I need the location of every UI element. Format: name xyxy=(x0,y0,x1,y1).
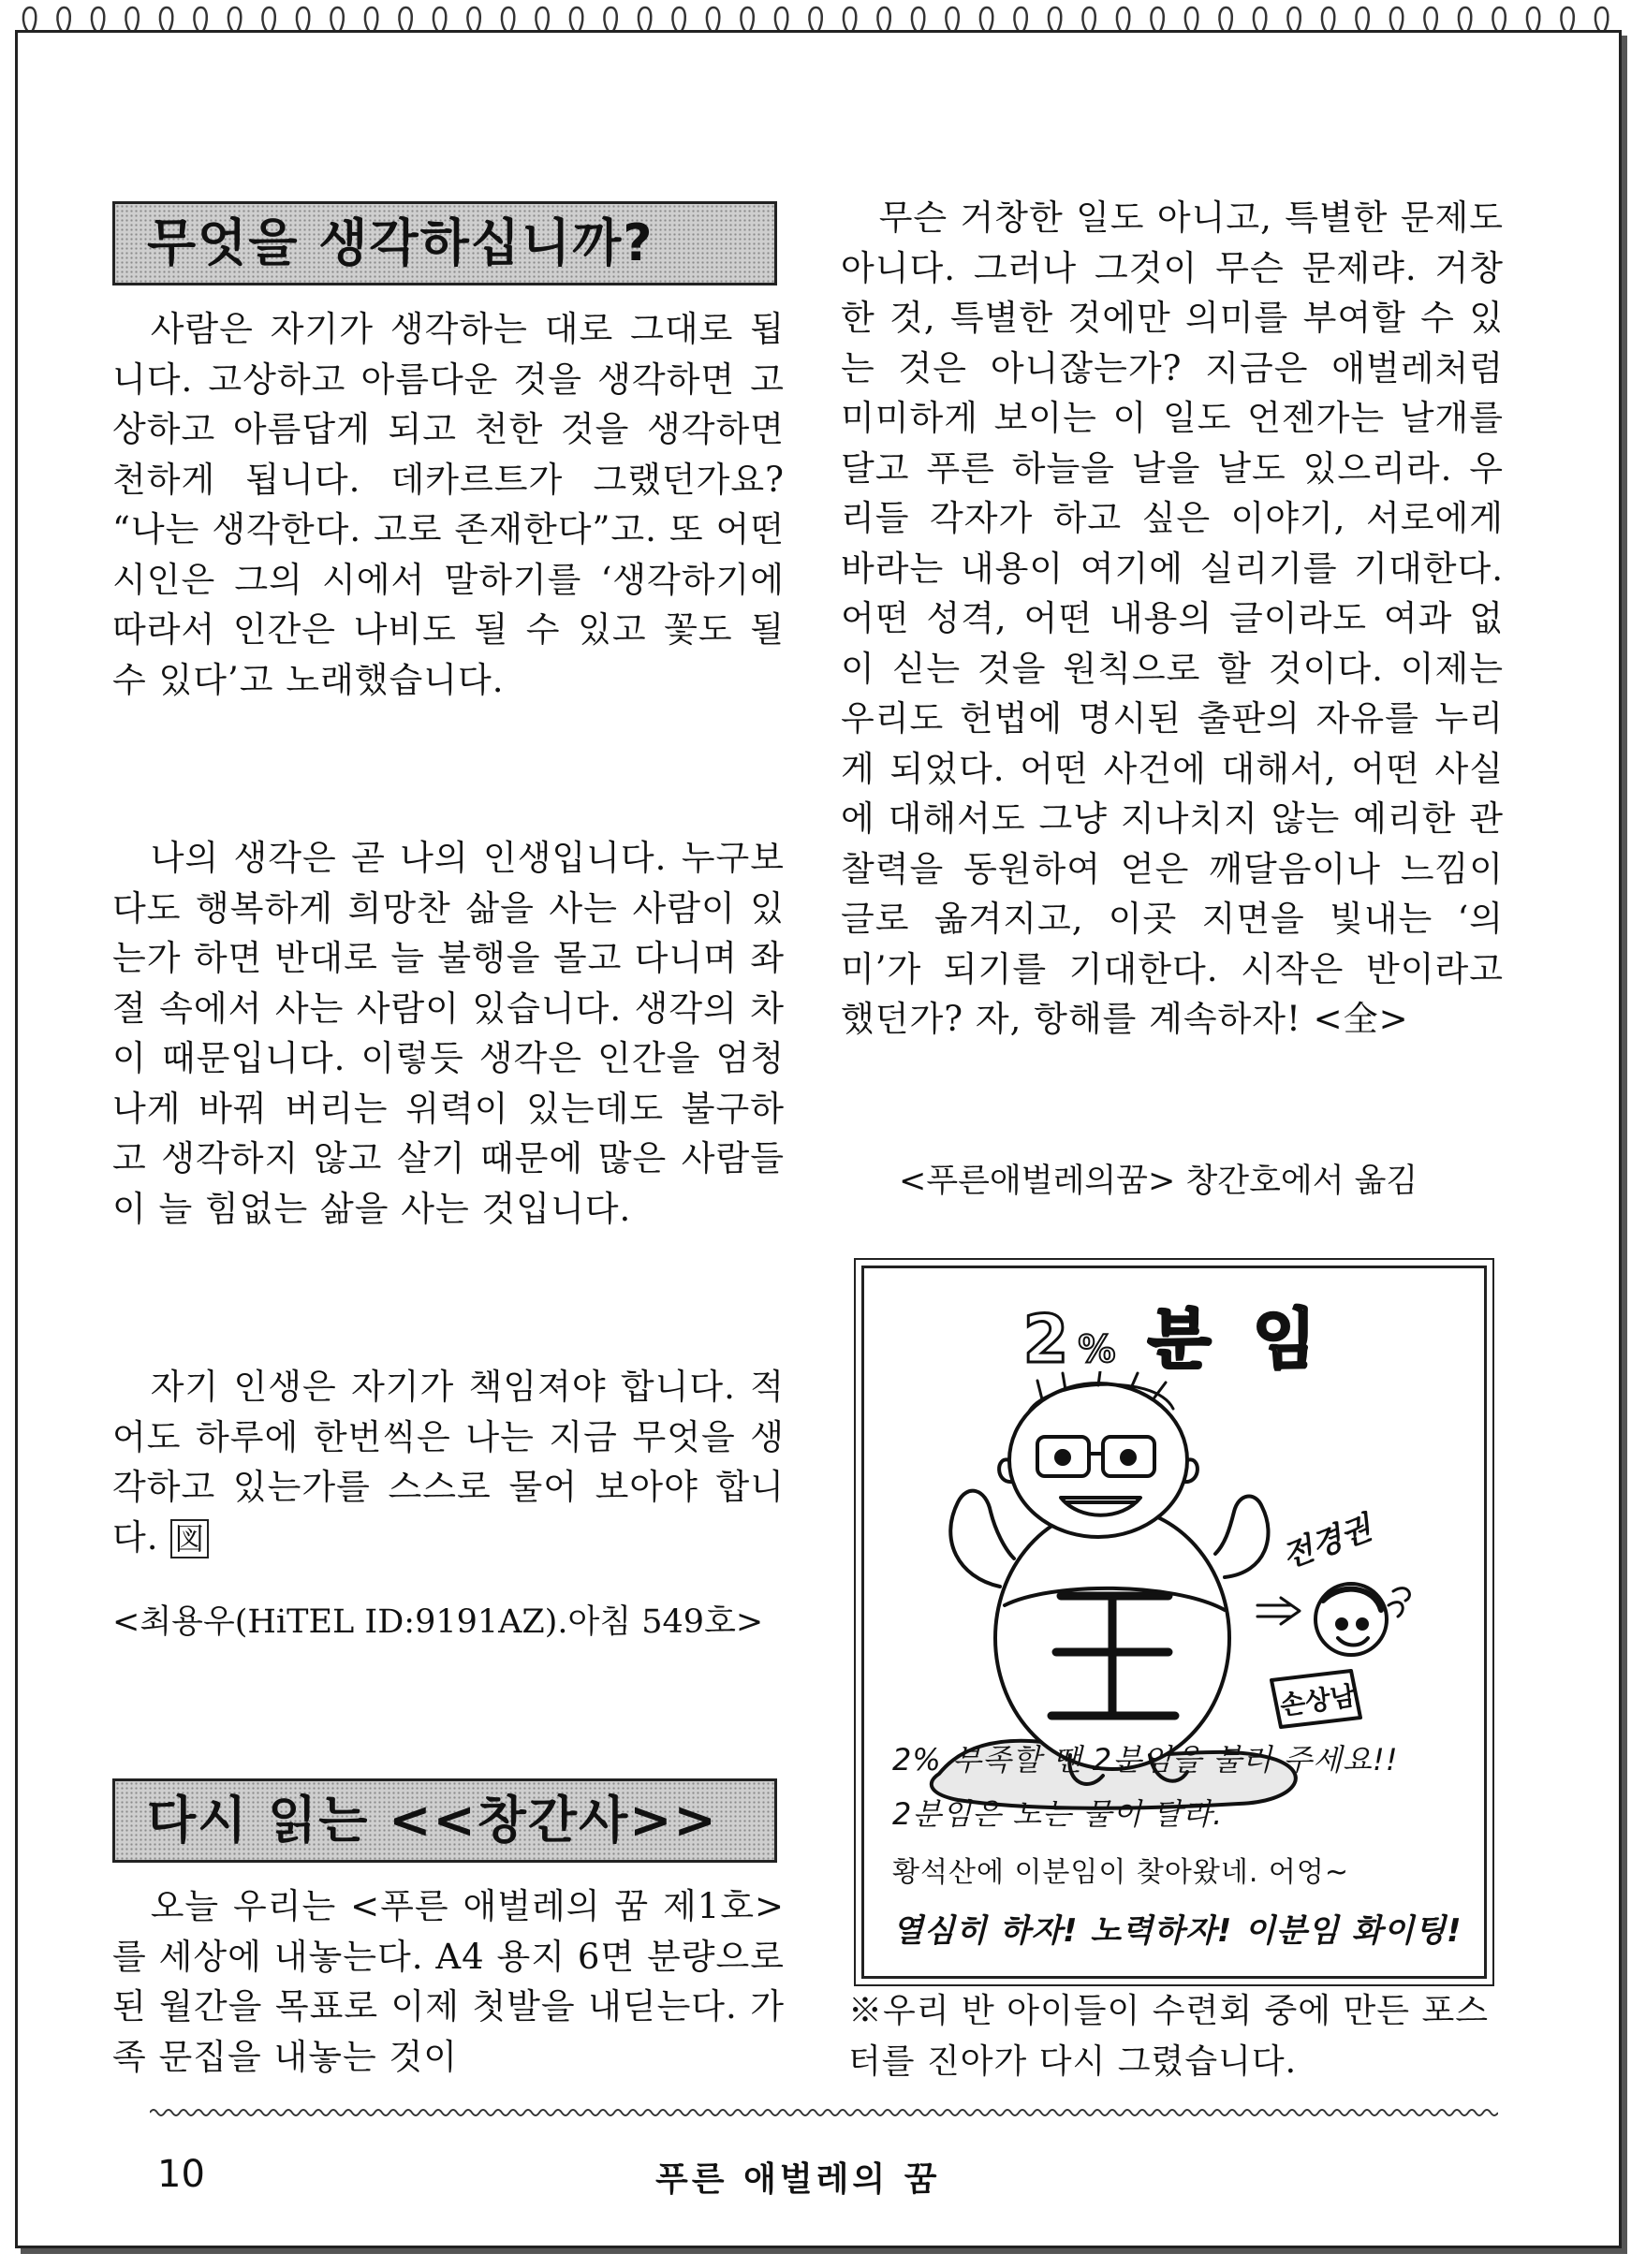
article1-paragraph-2: 나의 생각은 곧 나의 인생입니다. 누구보다도 행복하게 희망찬 삶을 사는 사람이 있는가 하면 반대로 늘 불행을 몰고 다니며 좌절 속에서 사는 사람이 있습니다. 생각의 차이 때문입니다. 이렇듯 생각은 인간을 엄청나게 바꿔 버리는 위력이 있는데도 불구하고 생각하지 않고 살기 때문에 많은 사람들이 늘 힘없는 삶을 사는 것입니다. xyxy=(112,838,785,1229)
poster-line-2: 2분임은 노는 물이 달라. xyxy=(892,1796,1224,1832)
article1-paragraph-3-text: 자기 인생은 자기가 책임져야 합니다. 적어도 하루에 한번씩은 나는 지금 무엇을 생각하고 있는가를 스스로 물어 보아야 합니다. xyxy=(112,1367,785,1558)
article2-credit: <푸른애벌레의꿈> 창간호에서 옮김 xyxy=(899,1163,1418,1200)
footer-tilde-rule xyxy=(150,2106,1498,2119)
poster-label-name1: 전경권 xyxy=(1277,1509,1377,1576)
article2-paragraph-right: 무슨 거창한 일도 아니고, 특별한 문제도 아니다. 그러나 그것이 무슨 문제랴. 거창한 것, 특별한 것에만 의미를 부여할 수 있는 것은 아니잖는가? 지금은 애벌레처럼 미미하게 보이는 이 일도 언젠가는 날개를 달고 푸른 하늘을 날을 날도 있으리라. 우리들 각자가 하고 싶은 이야기, 서로에게 바라는 내용이 여기에 실리기를 기대한다. 어떤 성격, 어떤 내용의 글이라도 여과 없이 싣는 것을 원칙으로 할 것이다. 이제는 우리도 헌법에 명시된 출판의 자유를 누리게 되었다. 어떤 사건에 대해서, 어떤 사실에 대해서도 그냥 지나치지 않는 예리한 관찰력을 동원하여 얻은 깨달음이나 느낌이 글로 옮겨지고, 이곳 지면을 빛내는 ‘의미’가 되기를 기대한다. 시작은 반이라고 했던가? 자, 항해를 계속하자! <全> xyxy=(841,198,1504,1039)
article1-title: 무엇을 생각하십니까? xyxy=(112,201,777,285)
poster-footnote: ※우리 반 아이들이 수련회 중에 만든 포스터를 진아가 다시 그렸습니다. xyxy=(848,1992,1490,2081)
end-mark: 図 xyxy=(170,1519,209,1558)
poster-title-word: 분 임 xyxy=(1147,1301,1326,1378)
article2-paragraph-left: 오늘 우리는 <푸른 애벌레의 꿈 제1호>를 세상에 내놓는다. A4 용지 6면 분량으로 된 월간을 목표로 이제 첫발을 내딛는다. 가족 문집을 내놓는 것이 xyxy=(112,1886,785,2077)
poster-title-percent: % xyxy=(1078,1328,1116,1371)
poster-title xyxy=(864,1287,1484,1382)
poster-line-4: 열심히 하자! 노력하자! 이분임 화이팅! xyxy=(892,1912,1462,1950)
page-number: 10 xyxy=(157,2153,205,2196)
publication-name: 푸른 애벌레의 꿈 xyxy=(655,2160,941,2199)
article1-byline: <최용우(HiTEL ID:9191AZ).아침 549호> xyxy=(112,1603,764,1641)
poster-line-1: 2% 부족할 땐 2분임을 불러 주세요!! xyxy=(892,1742,1399,1778)
poster-title-number: 2 xyxy=(1022,1301,1079,1378)
poster-box xyxy=(861,1266,1487,1979)
poster-label-name2: 손상남 xyxy=(1278,1679,1358,1721)
article1-paragraph-3 xyxy=(112,1362,785,1564)
article1-paragraph-1: 사람은 자기가 생각하는 대로 그대로 됩니다. 고상하고 아름다운 것을 생각하면 고상하고 아름답게 되고 천한 것을 생각하면 천하게 됩니다. 데카르트가 그랬던가요? “나는 생각한다. 고로 존재한다”고. 또 어떤 시인은 그의 시에서 말하기를 ‘생각하기에 따라서 인간은 나비도 될 수 있고 꽃도 될 수 있다’고 노래했습니다. xyxy=(112,309,785,700)
poster-line-3: 황석산에 이분임이 찾아왔네. 어엉~ xyxy=(892,1856,1350,1889)
article2-title: 다시 읽는 <<창간사>> xyxy=(112,1778,777,1863)
